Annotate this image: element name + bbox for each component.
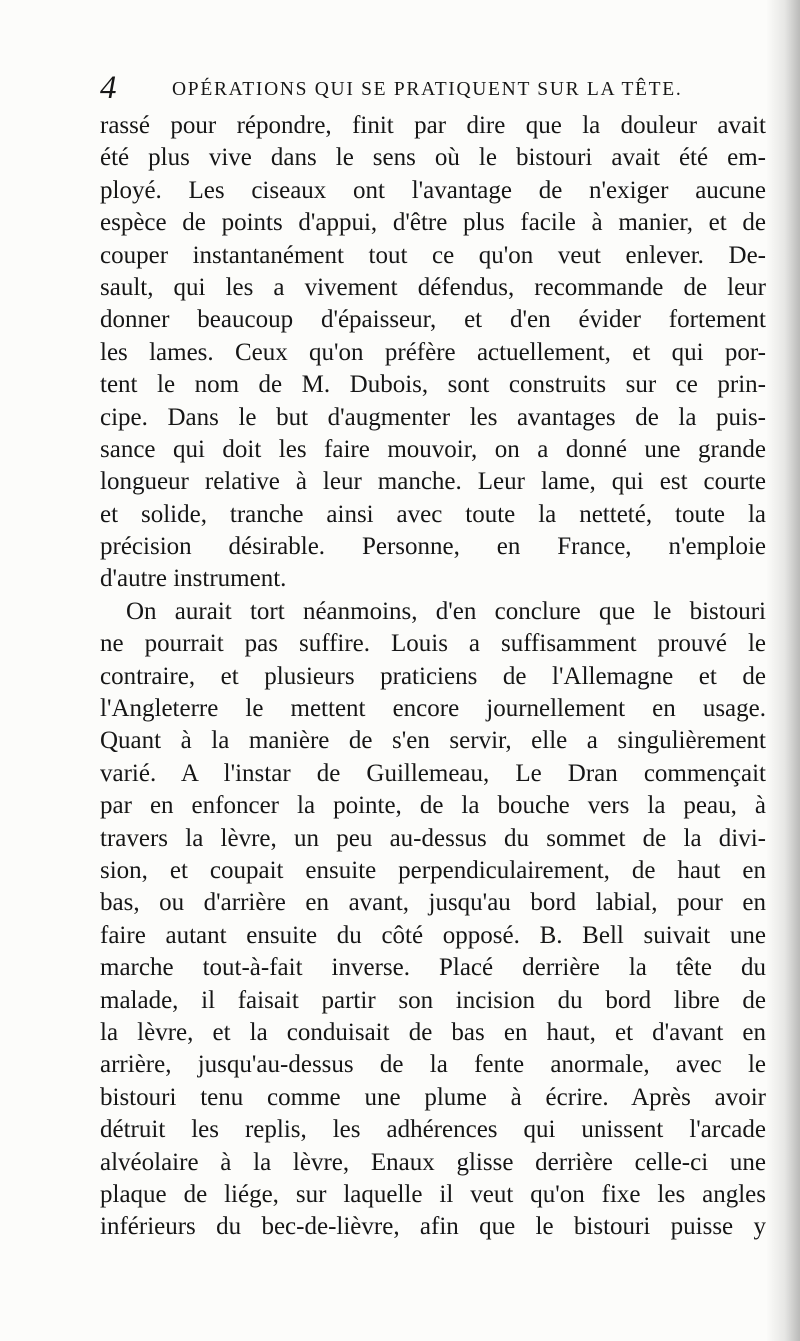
text-line: contraire, et plusieurs praticiens de l'Allemagne et de xyxy=(100,662,766,690)
page-edge-shadow xyxy=(766,0,800,1341)
text-line: marche tout-à-fait inverse. Placé derrière la tête du xyxy=(100,954,766,982)
text-line: ne pourrait pas suffire. Louis a suffisamment prouvé le xyxy=(100,630,766,658)
text-line: donner beaucoup d'épaisseur, et d'en évider fortement xyxy=(100,306,766,334)
text-line: sion, et coupait ensuite perpendiculairement, de haut en xyxy=(100,856,766,884)
page-number: 4 xyxy=(100,70,117,106)
text-line: par en enfoncer la pointe, de la bouche vers la peau, à xyxy=(100,792,766,820)
text-line: espèce de points d'appui, d'être plus facile à manier, et de xyxy=(100,209,766,237)
page-header xyxy=(100,70,760,106)
text-line: sault, qui les a vivement défendus, recommande de leur xyxy=(100,273,766,301)
paragraph-2 xyxy=(100,596,766,1244)
text-line: alvéolaire à la lèvre, Enaux glisse derrière celle-ci une xyxy=(100,1148,766,1176)
text-line: la lèvre, et la conduisait de bas en haut, et d'avant en xyxy=(100,1018,766,1046)
text-line: arrière, jusqu'au-dessus de la fente anormale, avec le xyxy=(100,1051,766,1079)
running-head: OPÉRATIONS QUI SE PRATIQUENT SUR LA TÊTE. xyxy=(172,79,683,100)
text-line: travers la lèvre, un peu au-dessus du sommet de la divi- xyxy=(100,824,766,852)
text-line: bas, ou d'arrière en avant, jusqu'au bord labial, pour en xyxy=(100,889,766,917)
text-line: cipe. Dans le but d'augmenter les avantages de la puis- xyxy=(100,403,766,431)
text-line: Quant à la manière de s'en servir, elle a singulièrement xyxy=(100,727,766,755)
text-line: couper instantanément tout ce qu'on veut enlever. De- xyxy=(100,241,766,269)
text-line: été plus vive dans le sens où le bistouri avait été em- xyxy=(100,144,766,172)
text-line: les lames. Ceux qu'on préfère actuellement, et qui por- xyxy=(100,338,766,366)
text-line: bistouri tenu comme une plume à écrire. Après avoir xyxy=(100,1083,766,1111)
text-line: d'autre instrument. xyxy=(100,565,287,593)
text-line: plaque de liége, sur laquelle il veut qu'on fixe les angles xyxy=(100,1180,766,1208)
text-line: rassé pour répondre, finit par dire que la douleur avait xyxy=(100,112,766,139)
text-line: faire autant ensuite du côté opposé. B. Bell suivait une xyxy=(100,921,766,949)
text-line: l'Angleterre le mettent encore journellement en usage. xyxy=(100,695,766,723)
text-line: sance qui doit les faire mouvoir, on a donné une grande xyxy=(100,435,766,463)
text-line: longueur relative à leur manche. Leur lame, qui est courte xyxy=(100,468,766,496)
body-text xyxy=(100,110,766,1244)
text-line: varié. A l'instar de Guillemeau, Le Dran commençait xyxy=(100,759,766,787)
text-line: et solide, tranche ainsi avec toute la netteté, toute la xyxy=(100,500,766,528)
paragraph-1 xyxy=(100,110,766,596)
text-line: précision désirable. Personne, en France, n'emploie xyxy=(100,533,766,561)
text-line: ployé. Les ciseaux ont l'avantage de n'exiger aucune xyxy=(100,176,766,204)
text-line: On aurait tort néanmoins, d'en conclure que le bistouri xyxy=(126,597,766,625)
text-line: tent le nom de M. Dubois, sont construits sur ce prin- xyxy=(100,371,766,399)
text-line: détruit les replis, les adhérences qui unissent l'arcade xyxy=(100,1116,766,1144)
text-line: inférieurs du bec-de-lièvre, afin que le bistouri puisse y xyxy=(100,1213,766,1241)
text-line: malade, il faisait partir son incision du bord libre de xyxy=(100,986,766,1014)
